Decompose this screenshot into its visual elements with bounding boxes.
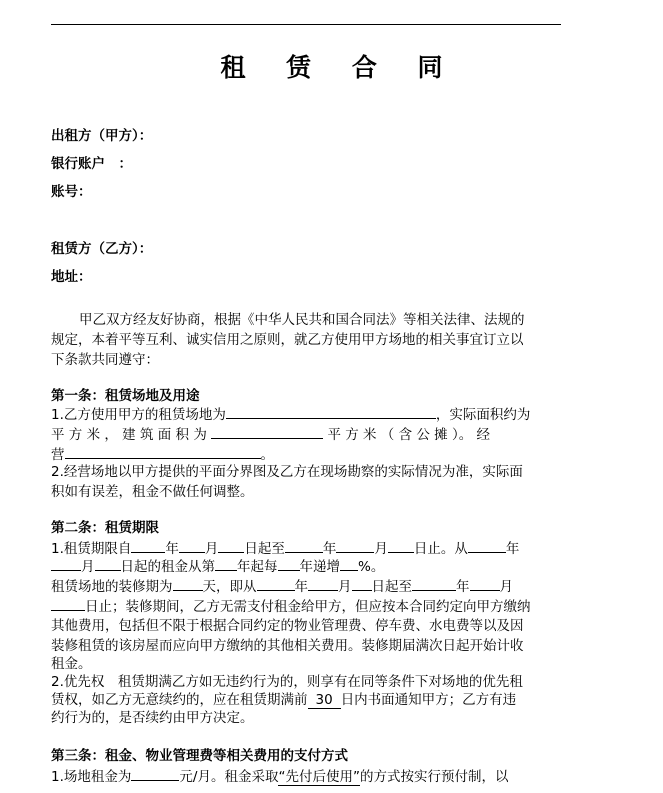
article-1-line-3: 营 。 [51,444,274,465]
article-2-para-2-line-2: 赁权，如乙方无意续约的，应在租赁期满前 30 日内书面通知甲方；乙方有违 [51,692,517,708]
intro-line-2: 规定，本着平等互利、诚实信用之原则，就乙方使用甲方场地的相关事宜订立以 [51,332,524,348]
article-1-line-2: 平 方 米 ， 建 筑 面 积 为 平 方 米 （ 含 公 摊 ）。 经 [51,424,490,445]
article-3-line-1: 1.场地租金为 元/月。租金采取“先付后使用”的方式按实行预付制，以 [51,766,508,787]
intro-line-3: 下条款共同遵守： [51,352,159,368]
article-1-heading: 第一条：租赁场地及用途 [51,388,200,404]
venue-blank [226,404,436,419]
lessor-label: 出租方（甲方）： [51,128,153,144]
article-3-heading: 第三条：租金、物业管理费等相关费用的支付方式 [51,748,348,764]
article-1-para-2-line-1: 2.经营场地以甲方提供的平面分界图及乙方在现场勘察的实际情况为准，实际面 [51,464,523,480]
article-2-line-6: 装修租赁的该房屋而应向甲方缴纳的其他相关费用。装修期届满次日起开始计收 [51,638,524,654]
article-2-heading: 第二条：租赁期限 [51,520,159,536]
business-scope-blank [65,444,261,459]
article-2-line-1: 1.租赁期限自 年 月 日起至 年 月 日止。从 年 [51,538,519,559]
intro-line-1: 甲乙双方经友好协商，根据《中华人民共和国合同法》等相关法律、法规的 [79,312,525,328]
bank-account-label: 银行账户 ： [51,156,132,172]
notice-days-value: 30 [308,692,341,709]
article-2-line-2: 月 日起的租金从第 年起每 年递增 %。 [51,556,384,577]
header-rule [51,24,561,25]
building-area-blank [211,424,323,439]
address-label: 地址： [51,269,92,285]
rent-amount-blank [131,766,179,781]
article-2-para-2-line-1: 2.优先权 租赁期满乙方如无违约行为的，则享有在同等条件下对场地的优先租 [51,674,523,690]
account-number-label: 账号： [51,184,92,200]
article-2-line-7: 租金。 [51,656,92,672]
article-2-line-3: 租赁场地的装修期为 天，即从 年 月 日起至 年 月 [51,576,513,597]
article-1-line-1: 1.乙方使用甲方的租赁场地为 ，实际面积约为 [51,404,530,425]
contract-title: 租 赁 合 同 [220,53,459,82]
article-2-line-5: 其他费用，包括但不限于根据合同约定的物业管理费、停车费、水电费等以及因 [51,618,524,634]
article-2-para-2-line-3: 约行为的，是否续约由甲方决定。 [51,710,254,726]
article-2-line-4: 日止；装修期间，乙方无需支付租金给甲方，但应按本合同约定向甲方缴纳 [51,596,531,617]
lessee-label: 租赁方（乙方）： [51,241,153,257]
article-1-para-2-line-2: 积如有误差，租金不做任何调整。 [51,484,254,500]
